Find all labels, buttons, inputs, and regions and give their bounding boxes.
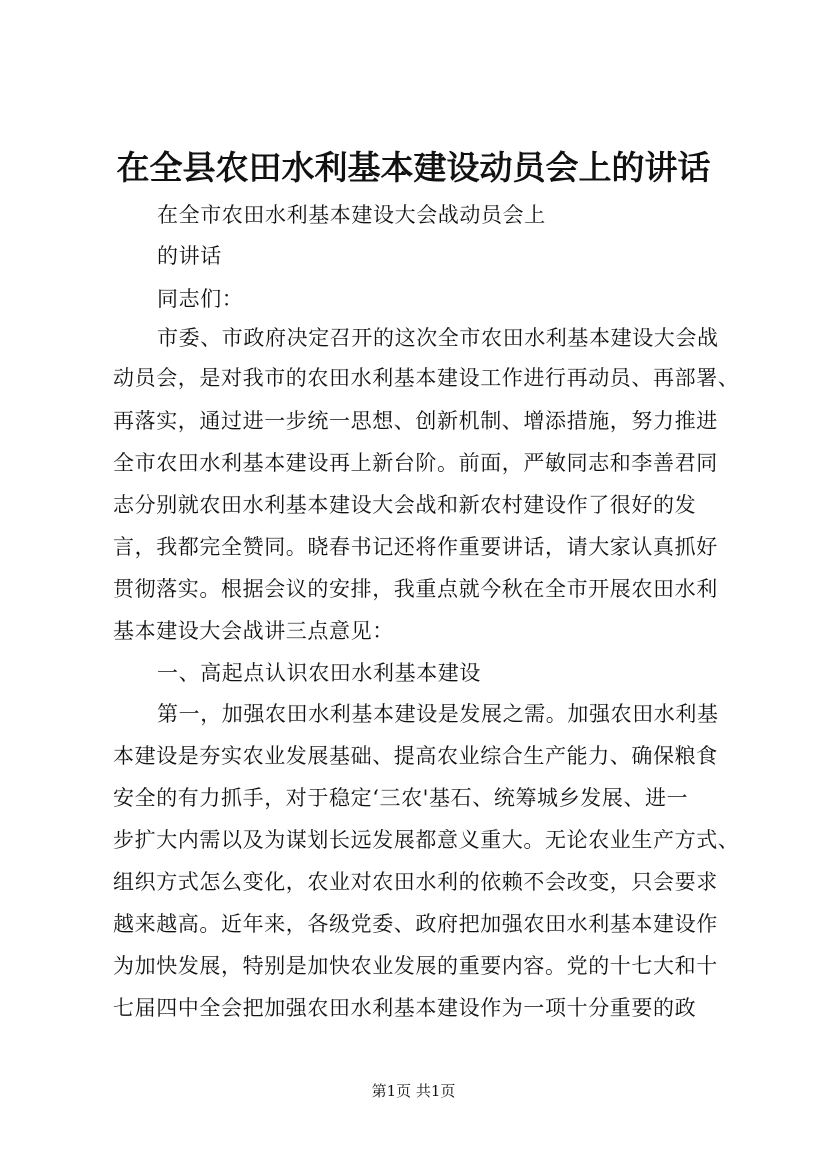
paragraph-line: 贯彻落实。根据会议的安排，我重点就今秋在全市开展农田水利 xyxy=(113,577,718,601)
paragraph-line: 组织方式怎么变化，农业对农田水利的依赖不会改变，只会要求 xyxy=(113,870,718,894)
page-number-footer: 第1页 共1页 xyxy=(371,1082,456,1100)
salutation: 同志们： xyxy=(157,287,244,311)
paragraph-line: 七届四中全会把加强农田水利基本建设作为一项十分重要的政 xyxy=(113,996,697,1020)
paragraph-line: 再落实，通过进一步统一思想、创新机制、增添措施，努力推进 xyxy=(113,409,718,433)
paragraph-line: 安全的有力抓手，对于稳定‘三农'基石、统筹城乡发展、进一 xyxy=(113,786,689,810)
subtitle-line: 在全市农田水利基本建设大会战动员会上 xyxy=(157,203,546,227)
paragraph-line: 越来越高。近年来，各级党委、政府把加强农田水利基本建设作 xyxy=(113,912,718,936)
paragraph-line: 全市农田水利基本建设再上新台阶。前面，严敏同志和李善君同 xyxy=(113,451,718,475)
document-title: 在全县农田水利基本建设动员会上的讲话 xyxy=(116,148,711,187)
paragraph-line: 为加快发展，特别是加快农业发展的重要内容。党的十七大和十 xyxy=(113,954,718,978)
subtitle-line: 的讲话 xyxy=(157,244,222,268)
paragraph-line: 第一，加强农田水利基本建设是发展之需。加强农田水利基 xyxy=(157,702,719,726)
paragraph-line: 基本建设大会战讲三点意见： xyxy=(113,619,394,643)
paragraph-line: 市委、市政府决定召开的这次全市农田水利基本建设大会战 xyxy=(157,326,719,350)
paragraph-line: 动员会，是对我市的农田水利基本建设工作进行再动员、再部署、 xyxy=(113,366,740,390)
paragraph-line: 志分别就农田水利基本建设大会战和新农村建设作了很好的发 xyxy=(113,493,697,517)
section-heading: 一、高起点认识农田水利基本建设 xyxy=(157,661,481,685)
paragraph-line: 步扩大内需以及为谋划长远发展都意义重大。无论农业生产方式、 xyxy=(113,828,740,852)
paragraph-line: 本建设是夯实农业发展基础、提高农业综合生产能力、确保粮食 xyxy=(113,744,718,768)
paragraph-line: 言，我都完全赞同。晓春书记还将作重要讲话，请大家认真抓好 xyxy=(113,535,718,559)
